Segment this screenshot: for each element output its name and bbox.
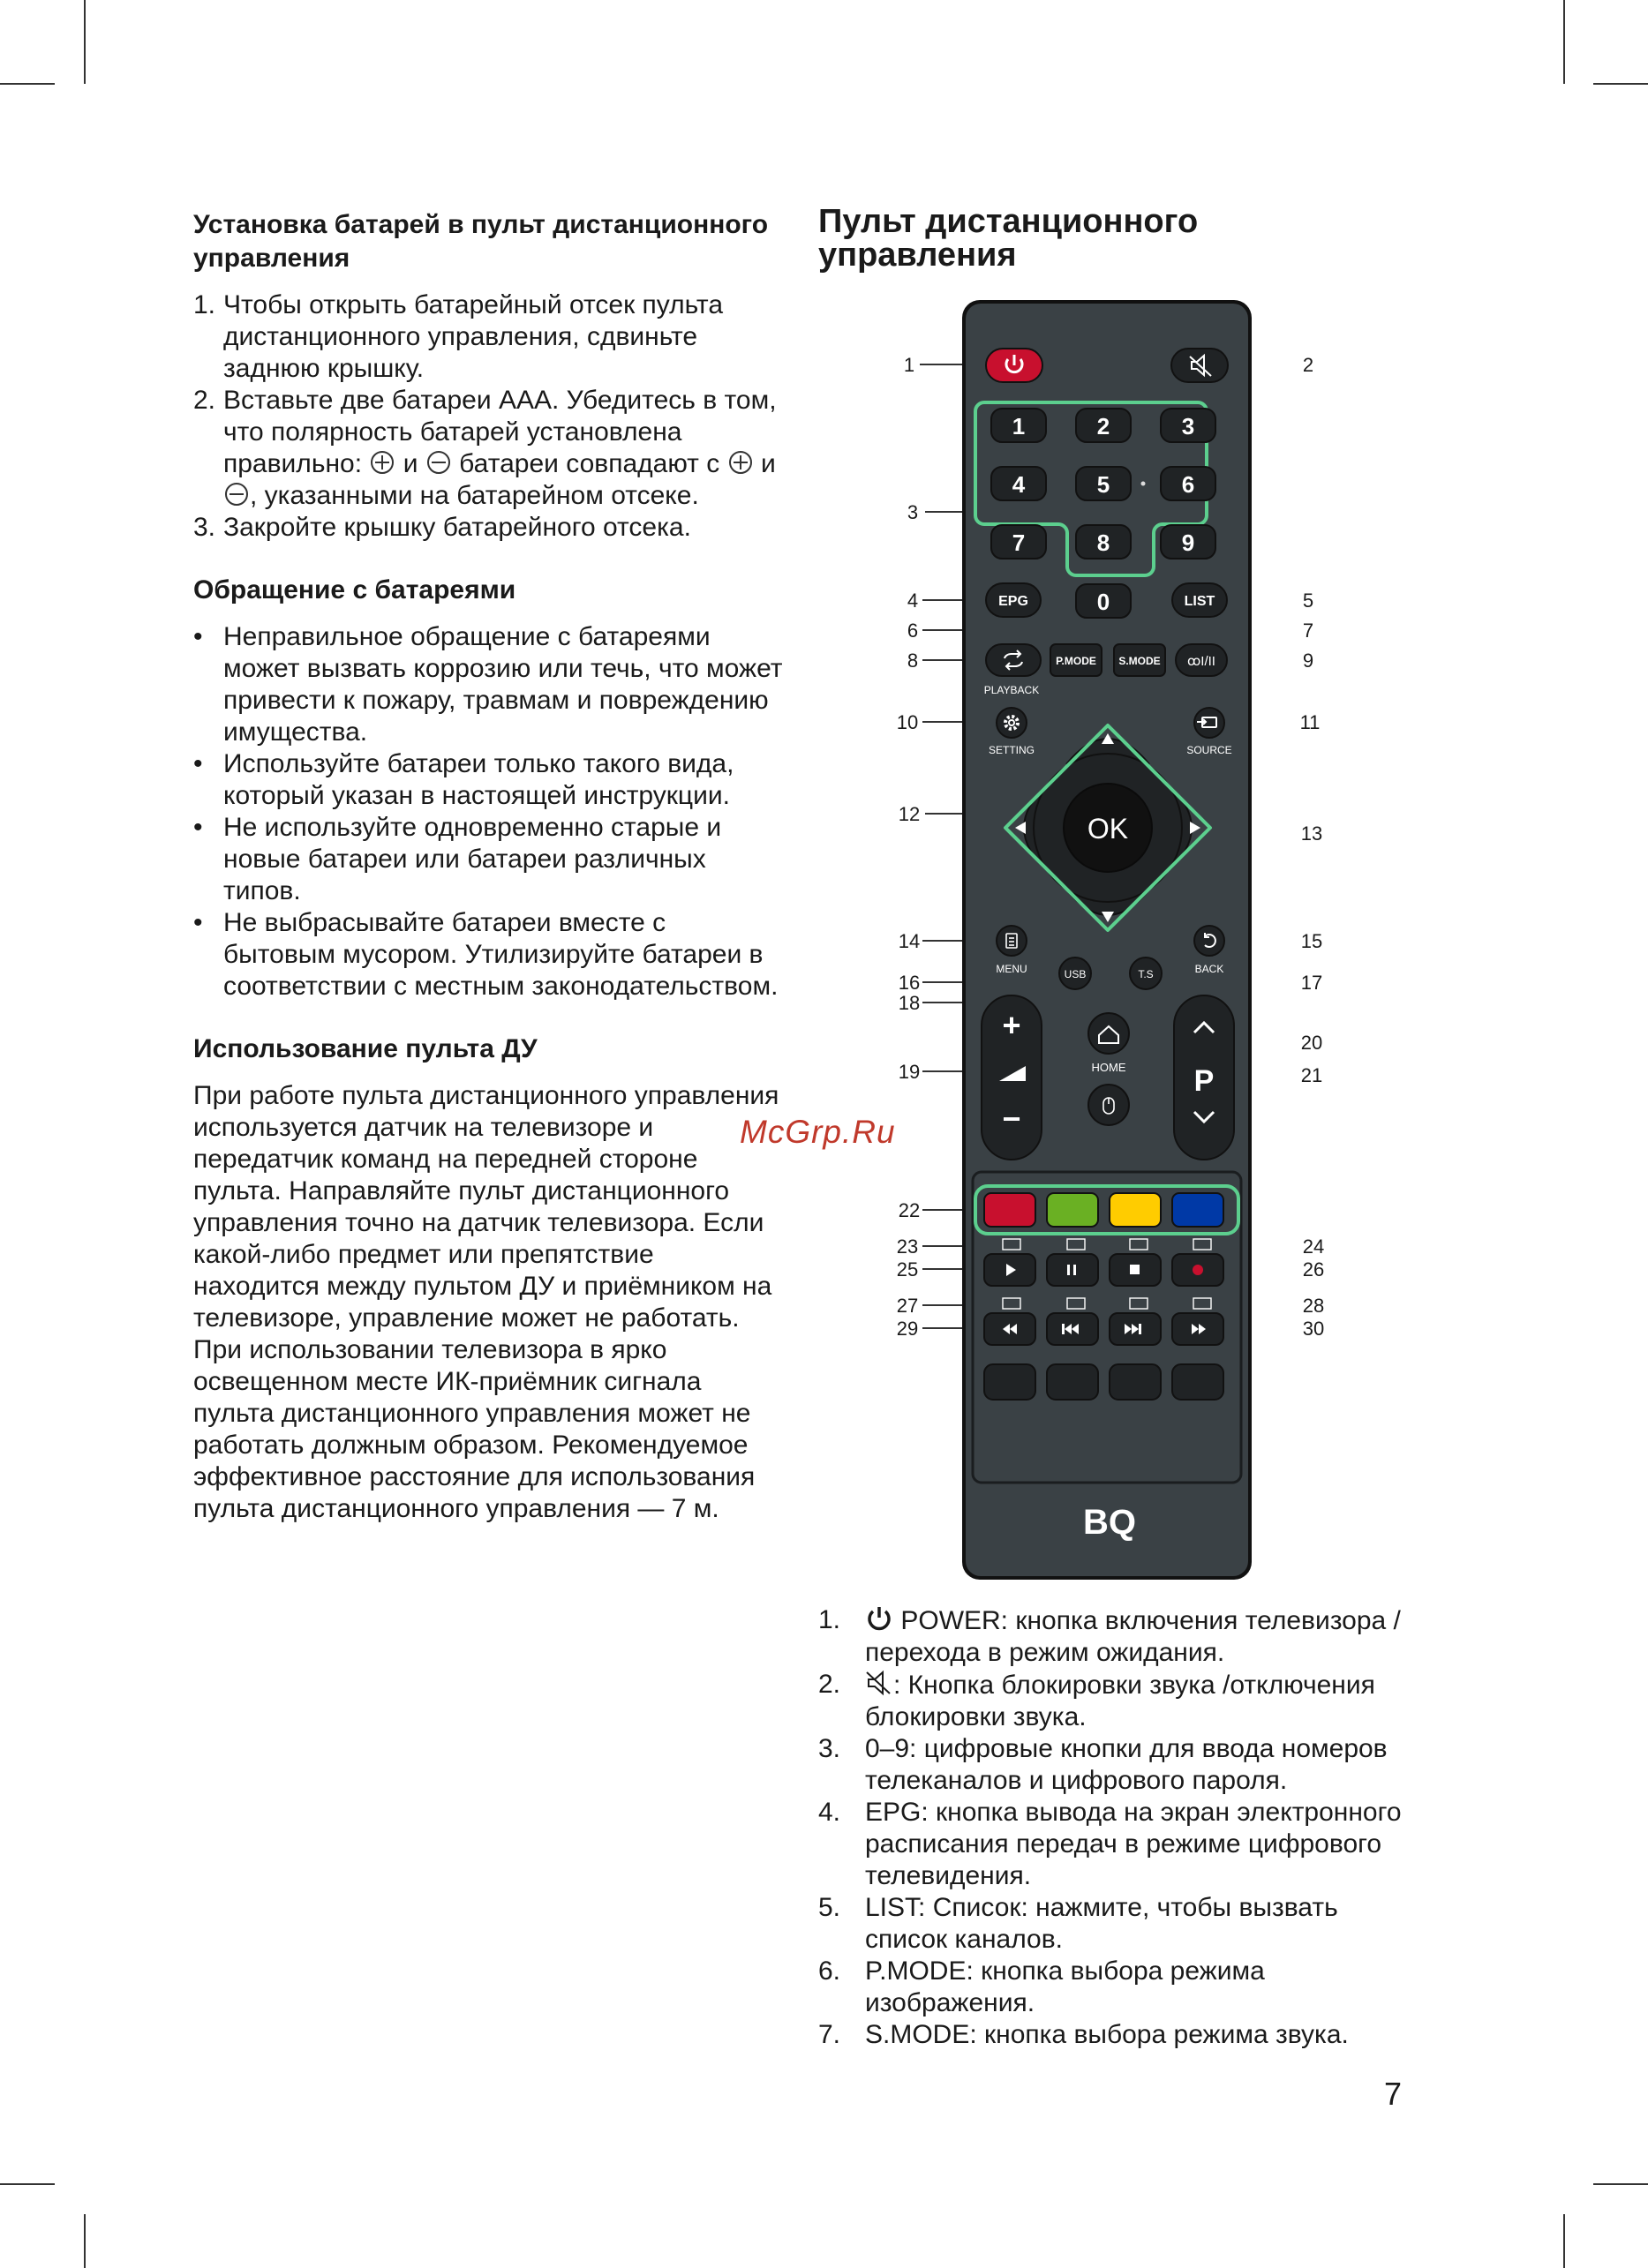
mouse-button[interactable] <box>1088 1085 1129 1125</box>
tactile-dot <box>1141 482 1146 486</box>
digit-label: 5 <box>1096 471 1110 498</box>
menu-label: MENU <box>996 963 1027 975</box>
callout-number: 14 <box>898 930 921 952</box>
digit-label: 0 <box>1096 589 1110 615</box>
blank-button[interactable] <box>1110 1364 1161 1400</box>
callout-number: 30 <box>1302 1318 1325 1340</box>
digit-label: 9 <box>1181 529 1195 556</box>
list-item: • Не используйте одновременно старые и новые батареи или батареи различных типов. <box>193 813 722 905</box>
crop-mark <box>1563 0 1565 84</box>
list-item: 5. LIST: Список: нажмите, чтобы вызвать список каналов. <box>818 1893 1338 1954</box>
callout-number: 12 <box>898 803 921 825</box>
volume-minus-label: − <box>1002 1100 1021 1137</box>
callout-number: 2 <box>1302 354 1314 376</box>
plus-circle-icon <box>371 451 394 474</box>
callout-number: 27 <box>896 1295 919 1317</box>
digit-label: 8 <box>1096 529 1110 556</box>
watermark-text: McGrp.Ru <box>740 1114 896 1150</box>
playback-label: PLAYBACK <box>983 684 1040 696</box>
callout-number: 16 <box>898 972 921 994</box>
callout-number: 13 <box>1300 822 1323 845</box>
digit-label: 4 <box>1012 471 1026 498</box>
list-item: 2. : Кнопка блокировки звука /отключения блокировки звука. <box>818 1670 1375 1731</box>
remote-control-svg <box>874 298 1333 1587</box>
callout-number: 19 <box>898 1061 921 1083</box>
list-item: 6. P.MODE: кнопка выбора режима изображения. <box>818 1956 1265 2017</box>
ok-label: OK <box>1087 813 1129 845</box>
callout-number: 21 <box>1300 1064 1323 1086</box>
digit-label: 2 <box>1096 413 1110 439</box>
blank-button[interactable] <box>984 1364 1035 1400</box>
source-label: SOURCE <box>1186 744 1232 756</box>
mute-icon <box>865 1669 893 1697</box>
digit-label: 7 <box>1012 529 1026 556</box>
list-item: 3. 0–9: цифровые кнопки для ввода номеров телеканалов и цифрового пароля. <box>818 1734 1388 1795</box>
callout-number: 9 <box>1302 650 1314 672</box>
remote-usage-section <box>193 1033 785 1525</box>
battery-handling-list <box>193 621 785 1003</box>
list-item: 1. POWER: кнопка включения телевизора / перехода в режим ожидания. <box>818 1605 1401 1667</box>
remote-section-title: Пульт дистанционного управления <box>818 203 1199 274</box>
green-key[interactable] <box>1047 1193 1098 1227</box>
callout-number: 8 <box>907 650 919 672</box>
home-label: HOME <box>1091 1061 1126 1074</box>
callout-number: 26 <box>1302 1258 1325 1280</box>
brand-logo: BQ <box>1083 1503 1136 1542</box>
battery-handling-section <box>193 574 785 1003</box>
pause-button[interactable] <box>1047 1254 1098 1286</box>
remote-usage-paragraph: При работе пульта дистанционного управления используется датчик на телевизоре и передатчик команд на передней стороне пульта. Направляйте пульт дистанционного управления точно на датчик телевизора. Если какой-либо предмет или препятствие находится между пультом ДУ и приёмником на телевизоре, управление может не работать. <box>193 1081 779 1333</box>
list-item: 7. S.MODE: кнопка выбора режима звука. <box>818 2020 1349 2049</box>
callout-number: 3 <box>907 501 919 523</box>
battery-handling-heading: Обращение с батареями <box>193 575 516 605</box>
list-item: • Используйте батареи только такого вида, который указан в настоящей инструкции. <box>193 749 734 810</box>
setting-label: SETTING <box>988 744 1035 756</box>
minus-circle-icon <box>427 451 450 474</box>
crop-mark <box>0 83 55 85</box>
record-icon <box>1193 1265 1203 1275</box>
callout-number: 22 <box>898 1199 921 1221</box>
crop-mark <box>84 2214 86 2268</box>
list-label: LIST <box>1184 594 1215 609</box>
callout-number: 15 <box>1300 930 1323 952</box>
blank-button[interactable] <box>1172 1364 1223 1400</box>
digit-label: 1 <box>1012 413 1026 439</box>
list-item: 1. Чтобы открыть батарейный отсек пульта дистанционного управления, сдвиньте заднюю крышку. <box>193 290 724 383</box>
audio-label: ꝏI/II <box>1187 654 1215 669</box>
remote-usage-heading: Использование пульта ДУ <box>193 1034 538 1063</box>
callout-number: 18 <box>898 992 921 1014</box>
program-label: P <box>1193 1064 1215 1098</box>
remote-usage-paragraph: При использовании телевизора в ярко освещенном месте ИК-приёмник сигнала пульта дистанционного управления может не работать должным образом. Рекомендуемое эффективное расстояние для использования пульта дистанционного управления — 7 м. <box>193 1335 756 1523</box>
callout-number: 17 <box>1300 972 1323 994</box>
pmode-label: P.MODE <box>1056 655 1096 667</box>
crop-mark <box>1593 83 1648 85</box>
digit-label: 3 <box>1181 413 1195 439</box>
callout-number: 10 <box>896 711 919 733</box>
crop-mark <box>1593 2183 1648 2185</box>
smode-label: S.MODE <box>1118 655 1161 667</box>
list-item: • Неправильное обращение с батареями может вызвать коррозию или течь, что может привести к пожару, травмам и повреждению имущества. <box>193 622 783 747</box>
button-legend <box>818 1604 1418 2051</box>
back-button[interactable] <box>1194 926 1224 956</box>
timeshift-label: T.S <box>1138 968 1154 980</box>
list-item: 4. EPG: кнопка вывода на экран электронного расписания передач в режиме цифрового телевидения. <box>818 1798 1402 1890</box>
digit-label: 6 <box>1181 471 1195 498</box>
plus-circle-icon <box>729 451 752 474</box>
callout-number: 23 <box>896 1235 919 1258</box>
callout-number: 20 <box>1300 1032 1323 1054</box>
playback-repeat-button[interactable] <box>986 644 1041 676</box>
callout-number: 24 <box>1302 1235 1325 1258</box>
battery-install-steps <box>193 289 785 544</box>
remote-control-figure <box>874 298 1333 1587</box>
crop-mark <box>0 2183 55 2185</box>
callout-number: 4 <box>907 590 919 612</box>
red-key[interactable] <box>984 1193 1035 1227</box>
blue-key[interactable] <box>1172 1193 1223 1227</box>
list-item: 2. Вставьте две батареи AAA. Убедитесь в том, что полярность батарей установлена правильно: и батареи совпадают с и , указанными на батарейном отсеке. <box>193 386 777 510</box>
power-icon <box>865 1604 893 1633</box>
crop-mark <box>84 0 86 84</box>
battery-install-heading: Установка батарей в пульт дистанционного управления <box>193 210 769 273</box>
callout-number: 25 <box>896 1258 919 1280</box>
list-item: • Не выбрасывайте батареи вместе с бытовым мусором. Утилизируйте батареи в соответствии с местным законодательством. <box>193 908 779 1001</box>
callout-number: 6 <box>907 620 919 642</box>
callout-number: 7 <box>1302 620 1314 642</box>
back-label: BACK <box>1194 963 1224 975</box>
battery-install-section <box>193 208 785 544</box>
callout-number: 28 <box>1302 1295 1325 1317</box>
crop-mark <box>1563 2214 1565 2268</box>
callout-number: 5 <box>1302 590 1314 612</box>
left-column <box>193 208 785 1555</box>
blank-button[interactable] <box>1047 1364 1098 1400</box>
home-button[interactable] <box>1088 1013 1129 1054</box>
yellow-key[interactable] <box>1110 1193 1161 1227</box>
page-number: 7 <box>1384 2076 1403 2112</box>
callout-number: 11 <box>1299 711 1321 733</box>
list-item: 3. Закройте крышку батарейного отсека. <box>193 513 691 542</box>
callout-number: 1 <box>903 354 915 376</box>
volume-plus-label: + <box>1002 1007 1021 1043</box>
menu-button[interactable] <box>997 926 1027 956</box>
epg-label: EPG <box>998 594 1028 609</box>
callout-number: 29 <box>896 1318 919 1340</box>
stop-icon <box>1130 1265 1140 1274</box>
minus-circle-icon <box>225 483 248 506</box>
usb-label: USB <box>1064 968 1087 980</box>
